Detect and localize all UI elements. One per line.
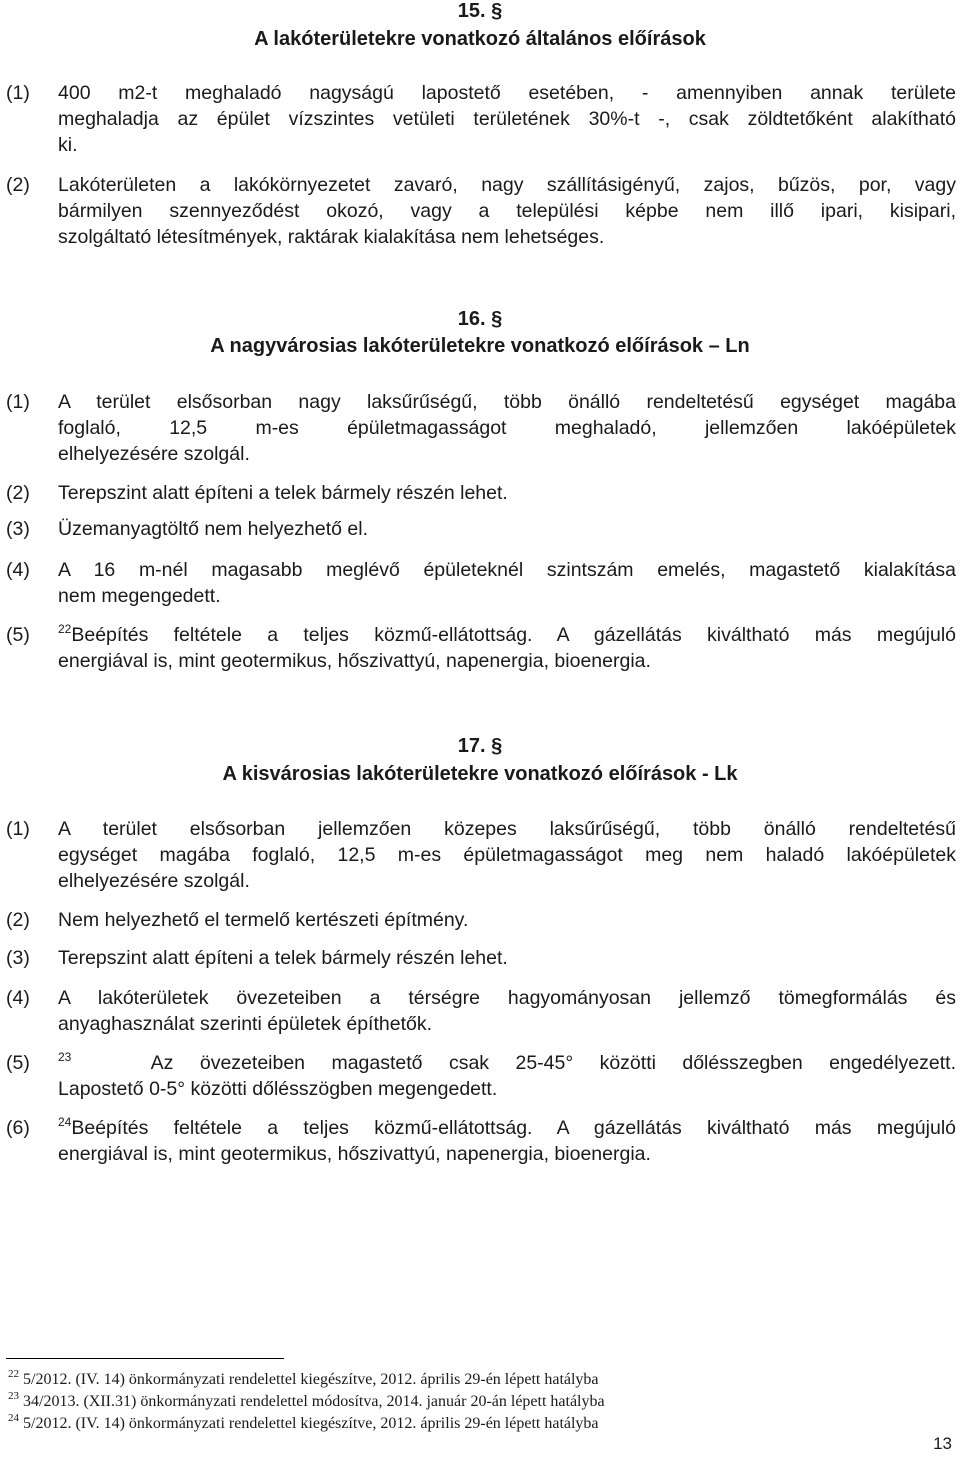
footnote-number: 22 [8,1368,19,1380]
footnote-number: 24 [8,1412,19,1424]
footnote-22 [8,1370,599,1390]
paragraph-number: (3) [6,518,30,540]
page-number: 13 [933,1434,952,1453]
footnote-ref[interactable]: 24 [58,1115,72,1129]
paragraph-line: elhelyezésére szolgál. [58,443,250,465]
paragraph-number: (4) [6,559,30,581]
paragraph-line: A 16 m-nél magasabb meglévő épületeknél szintszám emelés, magastető kialakítása [58,559,956,581]
footnote-separator [6,1358,284,1359]
section-17-number: 17. § [457,735,503,757]
paragraph-line: nem megengedett. [58,585,221,607]
paragraph-line: Terepszint alatt építeni a telek bármely részén lehet. [58,482,508,504]
footnote-23 [8,1392,605,1412]
paragraph-number: (4) [6,987,30,1009]
paragraph-line: szolgáltató létesítmények, raktárak kialakítása nem lehetséges. [58,226,605,248]
paragraph-line: Terepszint alatt építeni a telek bármely részén lehet. [58,947,508,969]
paragraph-line: elhelyezésére szolgál. [58,870,250,892]
section-15-title: A lakóterületekre vonatkozó általános előírások [254,28,706,50]
paragraph-number: (1) [6,391,30,413]
paragraph-line: Lapostető 0-5° közötti dőlésszögben megengedett. [58,1078,498,1100]
paragraph-line: energiával is, mint geotermikus, hőszivattyú, napenergia, bioenergia. [58,650,651,672]
paragraph-number: (1) [6,818,30,840]
paragraph-number: (2) [6,909,30,931]
section-15-number: 15. § [457,0,503,22]
paragraph-line: A terület elsősorban nagy laksűrűségű, több önálló rendeltetésű egységet magába [58,391,956,413]
paragraph-line: meghaladja az épület vízszintes vetületi területének 30%-t -, csak zöldtetőként alakítható [58,108,956,130]
paragraph-line: Lakóterületen a lakókörnyezetet zavaró, nagy szállításigényű, zajos, bűzös, por, vagy [58,174,956,196]
section-17-title: A kisvárosias lakóterületekre vonatkozó előírások - Lk [222,763,738,785]
paragraph-line: Az övezeteiben magastető csak 25-45° közötti dőlésszegben engedélyezett. [150,1052,956,1074]
footnote-ref[interactable]: 22 [58,622,72,636]
paragraph-number: (6) [6,1117,30,1139]
paragraph-line: Beépítés feltétele a teljes közmű-ellátottság. A gázellátás kiváltható más megújuló [71,624,956,646]
paragraph-line: foglaló, 12,5 m-es épületmagasságot meghaladó, jellemzően lakóépületek [58,417,956,439]
section-16-number: 16. § [457,308,503,330]
footnote-24 [8,1414,599,1434]
paragraph-line: A terület elsősorban jellemzően közepes laksűrűségű, több önálló rendeltetésű [58,818,956,840]
paragraph-line: anyaghasználat szerinti épületek építhetők. [58,1013,432,1035]
paragraph-line: egységet magába foglaló, 12,5 m-es épületmagasságot meg nem haladó lakóépületek [58,844,956,866]
paragraph-line: 400 m2-t meghaladó nagyságú lapostető esetében, - amennyiben annak területe [58,82,956,104]
paragraph-line: Beépítés feltétele a teljes közmű-ellátottság. A gázellátás kiváltható más megújuló [71,1117,956,1139]
paragraph-line: energiával is, mint geotermikus, hőszivattyú, napenergia, bioenergia. [58,1143,651,1165]
paragraph-number: (2) [6,174,30,196]
footnote-text: 34/2013. (XII.31) önkormányzati rendelettel módosítva, 2014. január 20-án lépett hatályba [23,1393,605,1410]
footnote-number: 23 [8,1390,19,1402]
footnote-text: 5/2012. (IV. 14) önkormányzati rendelettel kiegészítve, 2012. április 29-én lépett hatályba [23,1415,599,1432]
paragraph-number: (2) [6,482,30,504]
paragraph-line: Üzemanyagtöltő nem helyezhető el. [58,518,369,540]
paragraph-line: Nem helyezhető el termelő kertészeti építmény. [58,909,469,931]
paragraph-number: (1) [6,82,30,104]
paragraph-number: (5) [6,624,30,646]
footnote-text: 5/2012. (IV. 14) önkormányzati rendelettel kiegészítve, 2012. április 29-én lépett hatályba [23,1371,599,1388]
section-16-title: A nagyvárosias lakóterületekre vonatkozó előírások – Ln [210,335,750,357]
paragraph-line: ki. [58,134,78,156]
paragraph-line: A lakóterületek övezeteiben a térségre hagyományosan jellemző tömegformálás és [58,987,956,1009]
footnote-ref[interactable]: 23 [58,1050,72,1064]
paragraph-number: (5) [6,1052,30,1074]
paragraph-number: (3) [6,947,30,969]
paragraph-line: bármilyen szennyeződést okozó, vagy a települési képbe nem illő ipari, kisipari, [58,200,956,222]
